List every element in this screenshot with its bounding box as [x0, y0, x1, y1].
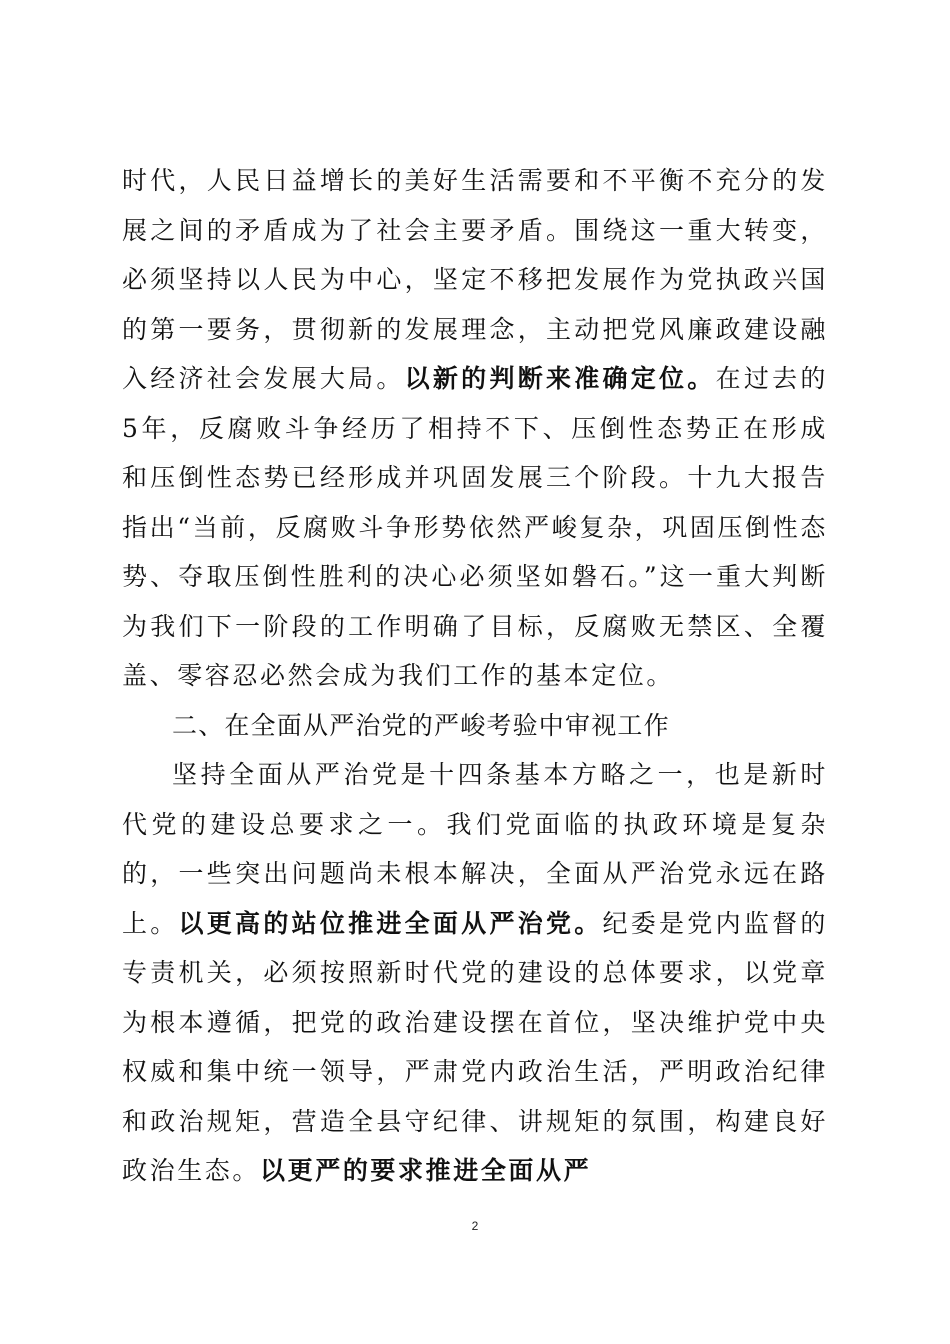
bold-key-point: 以新的判断来准确定位。 [404, 364, 716, 393]
section-heading: 二、在全面从严治党的严峻考验中审视工作 [172, 710, 670, 740]
paragraph-text: 坚持全面从严治党是十四条基本方略之一，也是新时代党的建设总要求之一。我们党面临的执政环境是复杂的，一些突出问题尚未根本解决，全面从严治党永远在路上。 [122, 760, 828, 938]
paragraph-text: 纪委是党内监督的专责机关，必须按照新时代党的建设的总体要求，以党章为根本遵循，把党的政治建设摆在首位，坚决维护党中央权威和集中统一领导，严肃党内政治生活，严明政治纪律和政治规矩，营造全县守纪律、讲规矩的氛围，构建良好政治生态。 [122, 908, 828, 1185]
paragraph [122, 750, 828, 1196]
bold-key-point: 以更严的要求推进全面从严 [260, 1156, 592, 1185]
page-number: 2 [471, 1219, 479, 1233]
paragraph-text: 时代，人民日益增长的美好生活需要和不平衡不充分的发展之间的矛盾成为了社会主要矛盾。围绕这一重大转变，必须坚持以人民为中心，坚定不移把发展作为党执政兴国的第一要务，贯彻新的发展理念，主动把党风廉政建设融入经济社会发展大局。 [122, 166, 828, 393]
bold-key-point: 以更高的站位推进全面从严治党。 [178, 908, 603, 938]
paragraph-text: 在过去的5年，反腐败斗争经历了相持不下、压倒性态势正在形成和压倒性态势已经形成并巩固发展三个阶段。十九大报告指出“当前，反腐败斗争形势依然严峻复杂，巩固压倒性态势、夺取压倒性胜利的决心必须坚如磐石。”这一重大判断为我们下一阶段的工作明确了目标，反腐败无禁区、全覆盖、零容忍必然会成为我们工作的基本定位。 [122, 364, 828, 690]
document-body [122, 156, 828, 1196]
paragraph-continued [122, 156, 828, 701]
